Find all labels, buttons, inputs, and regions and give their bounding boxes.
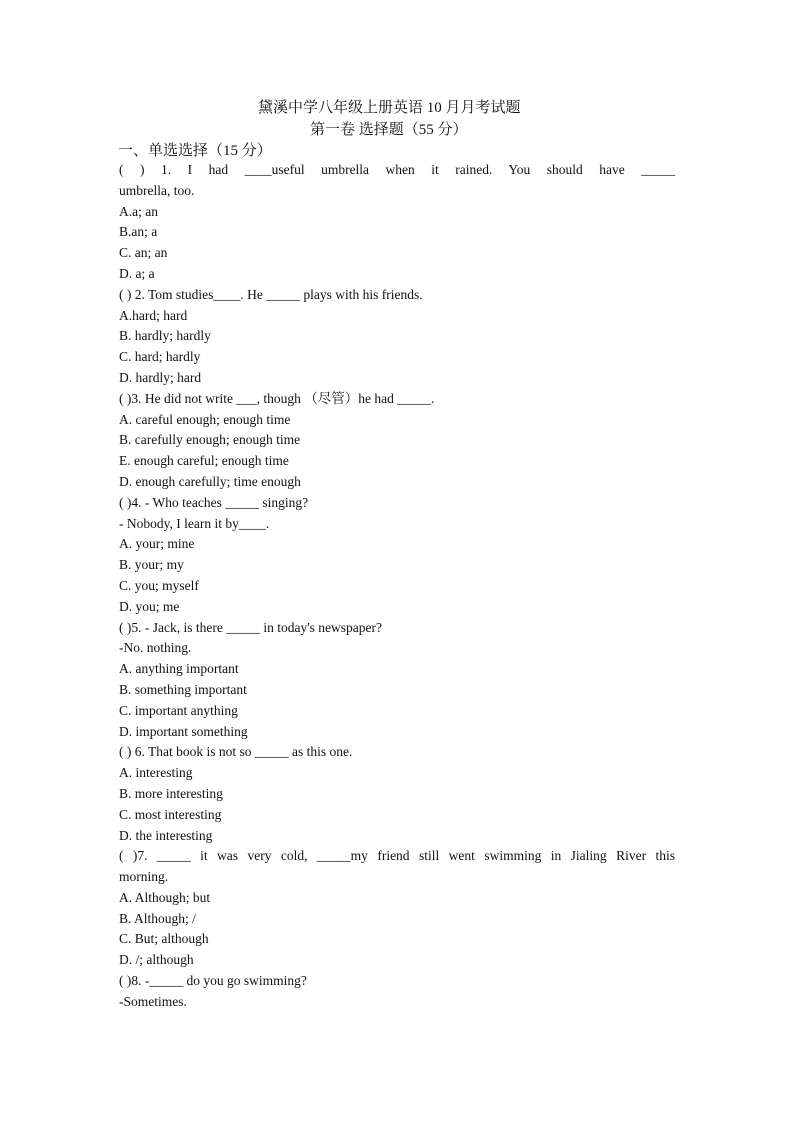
question-stem-continued: -Sometimes. [119, 993, 187, 1009]
option-c: C. most interesting [119, 806, 222, 822]
option-d: D. the interesting [119, 827, 213, 843]
question-stem-continued: -No. nothing. [119, 640, 192, 656]
question-stem-continued: umbrella, too. [119, 182, 195, 198]
question-stem: ( )7. _____ it was very cold, _____my friend still went swimming in Jialing River this [119, 848, 675, 864]
question-stem: ( ) 2. Tom studies____. He _____ plays with his friends. [119, 286, 423, 302]
question-stem: ( ) 1. I had ____useful umbrella when it rained. You should have _____ [119, 162, 675, 177]
question-stem-continued: - Nobody, I learn it by____. [119, 515, 270, 531]
option-b: B. something important [119, 681, 247, 697]
question-stem: ( )4. - Who teaches _____ singing? [119, 494, 309, 510]
option-d: D. important something [119, 723, 248, 739]
question-8 [119, 971, 675, 1013]
option-b: B. more interesting [119, 785, 223, 801]
option-b: B. hardly; hardly [119, 328, 211, 344]
question-5 [119, 618, 675, 743]
option-b: B. carefully enough; enough time [119, 432, 301, 448]
option-b: B. your; my [119, 557, 184, 573]
exam-subtitle: 第一卷 选择题（55 分） [310, 122, 468, 138]
option-d: D. hardly; hard [119, 369, 202, 385]
option-c: C. But; although [119, 931, 209, 947]
question-stem: ( )8. -_____ do you go swimming? [119, 973, 307, 989]
option-a: A.hard; hard [119, 307, 188, 323]
option-a: A. careful enough; enough time [119, 411, 291, 427]
question-7 [119, 846, 675, 971]
option-a: A. interesting [119, 765, 193, 781]
section-heading: 一、单选选择（15 分） [118, 143, 272, 159]
exam-title: 黛溪中学八年级上册英语 10 月月考试题 [258, 100, 521, 116]
question-4 [119, 493, 675, 618]
option-d: D. a; a [119, 265, 155, 281]
option-a: A.a; an [119, 203, 158, 219]
option-c: C. important anything [119, 702, 238, 718]
option-d: D. you; me [119, 598, 180, 614]
question-stem: ( )3. He did not write ___, though （尽管）he had _____. [119, 390, 435, 406]
question-stem: ( )5. - Jack, is there _____ in today's newspaper? [119, 619, 382, 635]
option-c: C. an; an [119, 245, 168, 261]
question-6 [119, 742, 675, 846]
option-b: B. Although; / [119, 910, 196, 926]
option-a: A. your; mine [119, 536, 195, 552]
question-1 [119, 160, 675, 285]
option-d: D. /; although [119, 952, 194, 968]
option-c: C. hard; hardly [119, 349, 201, 365]
option-c: E. enough careful; enough time [119, 453, 289, 469]
question-list [119, 160, 675, 1013]
option-c: C. you; myself [119, 577, 199, 593]
option-b: B.an; a [119, 224, 158, 240]
option-a: A. Although; but [119, 889, 211, 905]
question-3 [119, 389, 675, 493]
option-a: A. anything important [119, 661, 239, 677]
question-stem-continued: morning. [119, 869, 169, 885]
option-d: D. enough carefully; time enough [119, 473, 301, 489]
question-stem: ( ) 6. That book is not so _____ as this one. [119, 744, 353, 760]
question-2 [119, 285, 675, 389]
